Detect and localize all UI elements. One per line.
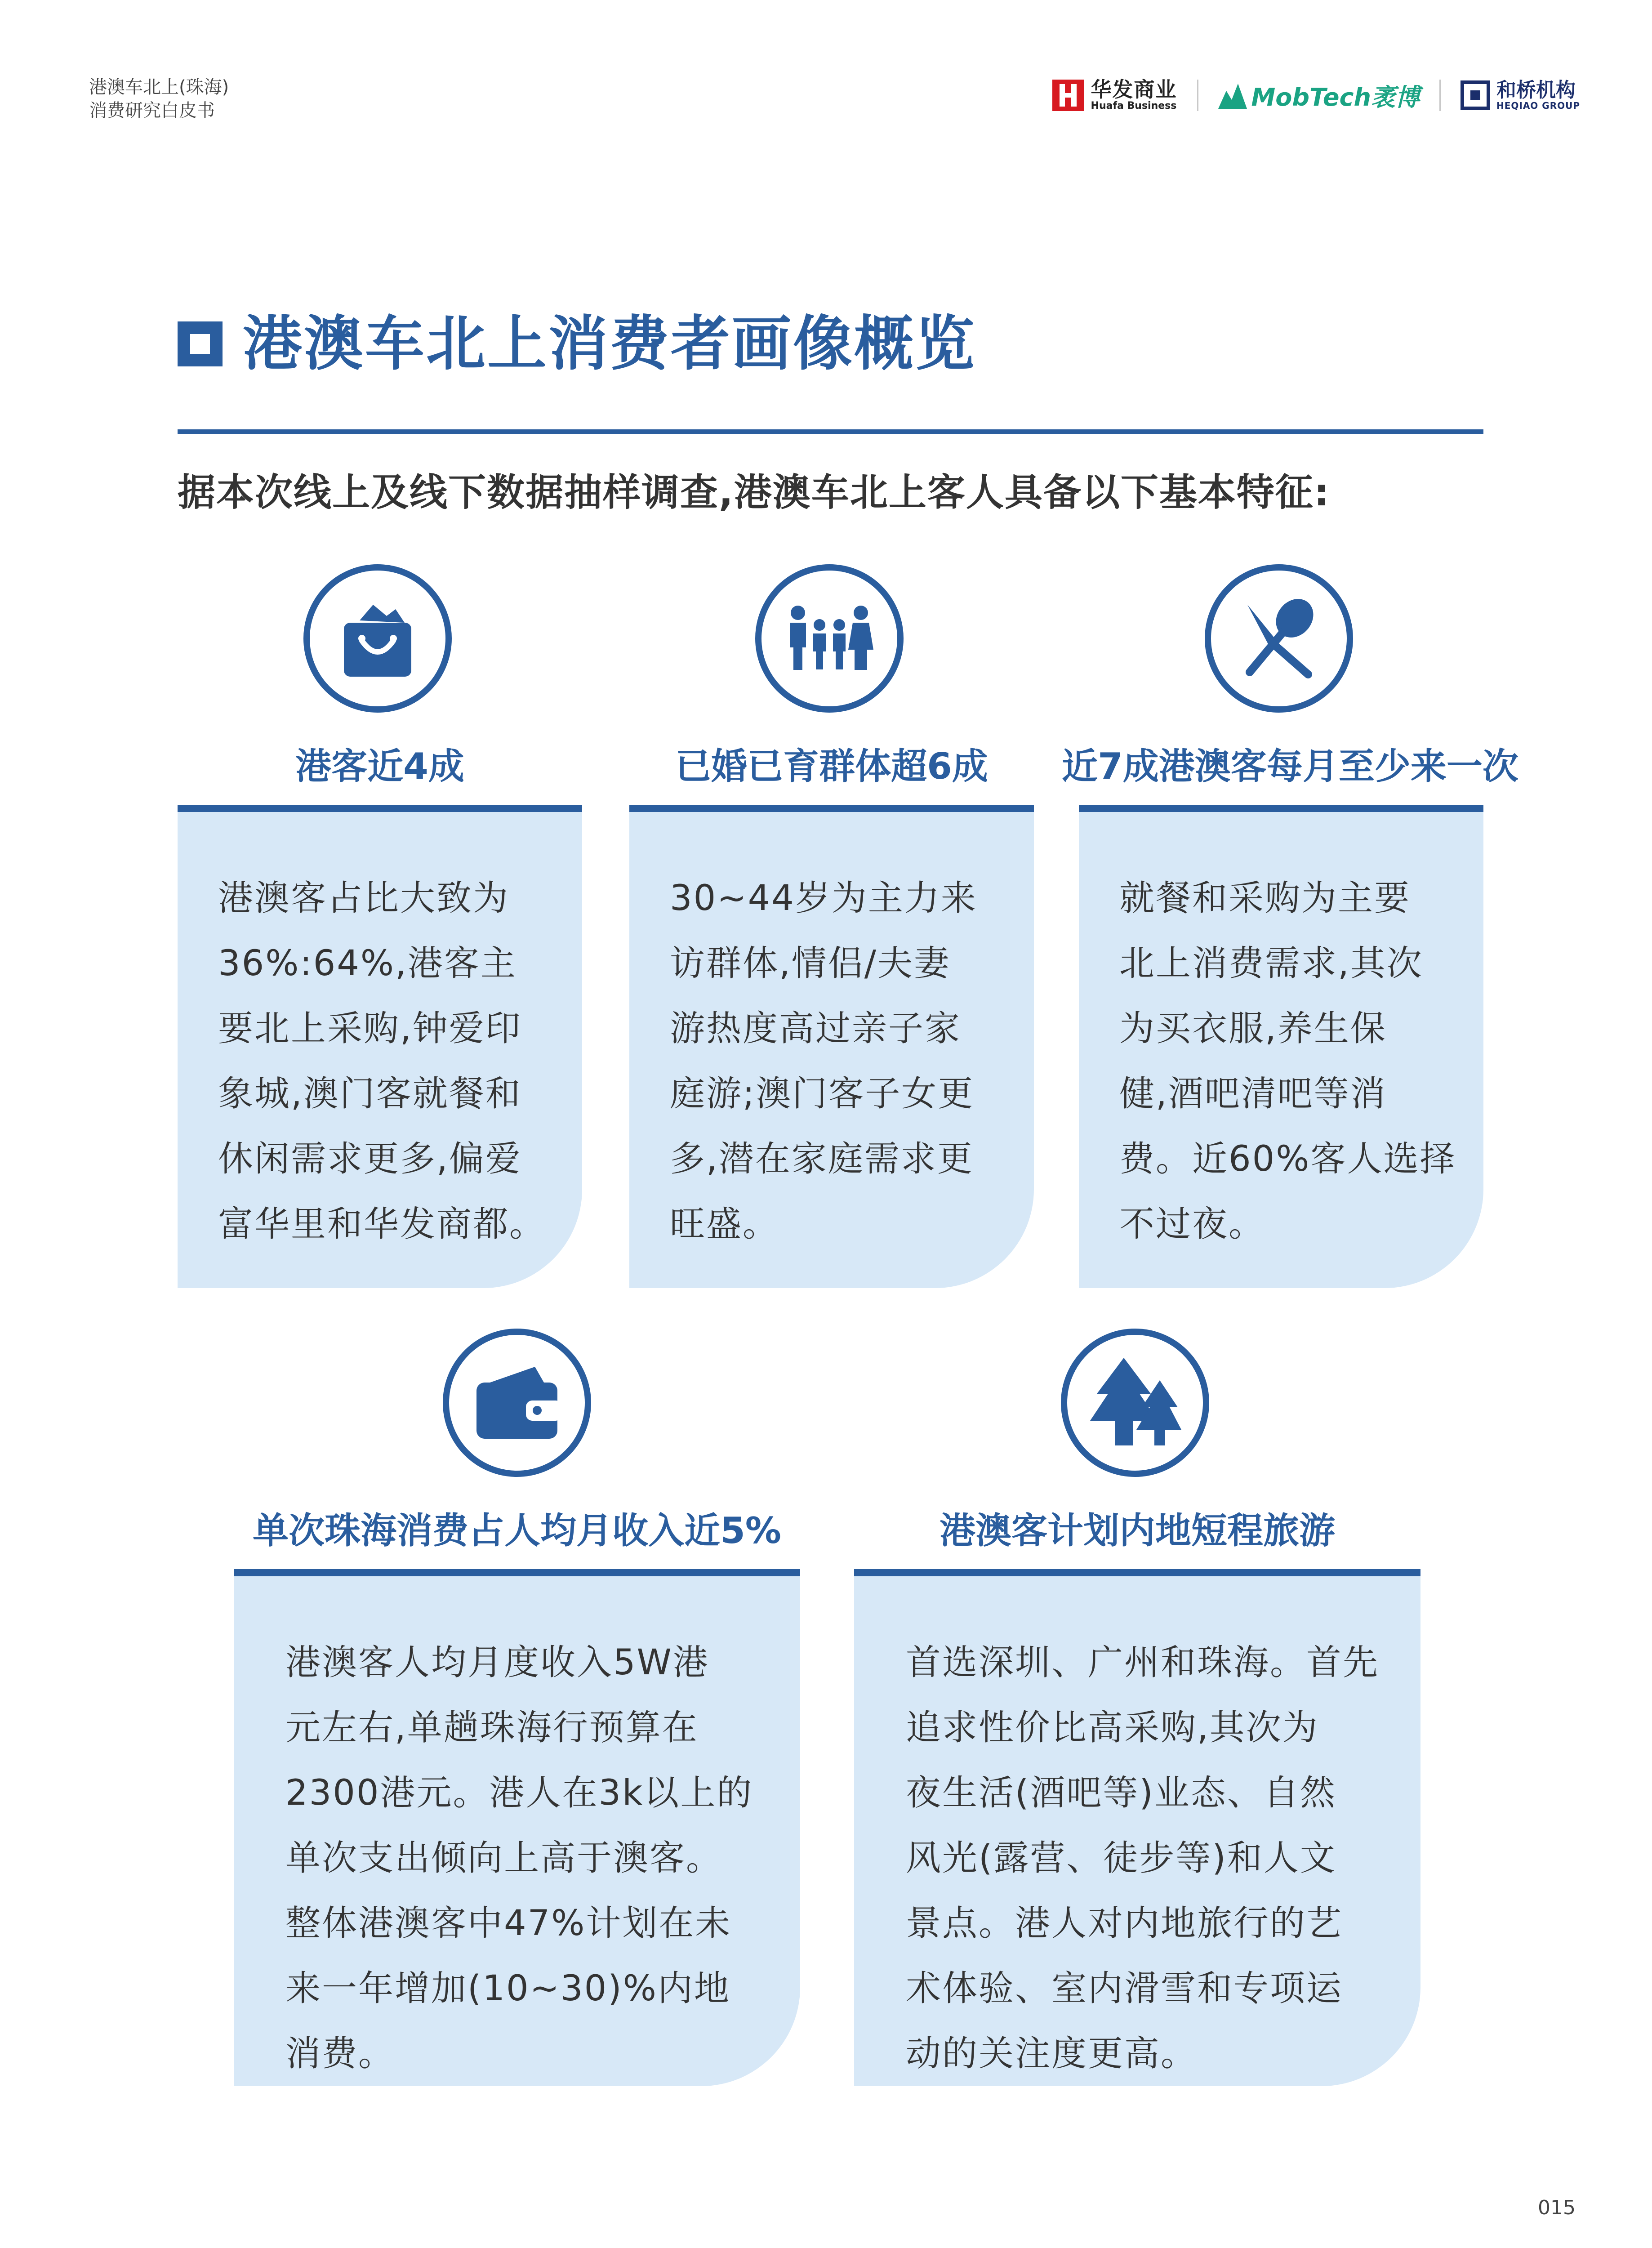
utensils-icon	[1205, 564, 1353, 713]
card-title: 单次珠海消费占人均月收入近5%	[253, 1510, 781, 1552]
logo-divider	[1197, 80, 1198, 111]
card-body	[285, 1630, 753, 2087]
card-body	[670, 866, 977, 1257]
feature-card	[629, 805, 1034, 1288]
card-line: 动的关注度更高。	[906, 2034, 1198, 2074]
card-title: 近7成港澳客每月至少来一次	[1062, 745, 1518, 787]
document-header	[89, 76, 229, 122]
card-line: 游热度高过亲子家	[670, 1008, 962, 1049]
card-line: 港澳客人均月度收入5W港	[285, 1642, 709, 1683]
card-line: 来一年增加(10~30)%内地	[285, 1968, 730, 2009]
huafa-mark-icon	[1052, 80, 1084, 111]
huafa-name-en: Huafa Business	[1091, 100, 1177, 112]
feature-card	[1079, 805, 1483, 1288]
card-line: 风光(露营、徒步等)和人文	[906, 1838, 1336, 1878]
heqiao-name-cn: 和桥机构	[1496, 79, 1576, 102]
card-line: 就餐和采购为主要	[1119, 878, 1411, 919]
feature-card	[854, 1569, 1420, 2086]
card-line: 休闲需求更多,偏爱	[218, 1139, 522, 1179]
card-line: 富华里和华发商都。	[218, 1204, 546, 1244]
card-title: 已婚已育群体超6成	[675, 745, 988, 787]
card-line: 北上消费需求,其次	[1119, 943, 1423, 984]
card-line: 消费。	[285, 2034, 395, 2074]
card-line: 为买衣服,养生保	[1119, 1008, 1387, 1049]
title-divider	[178, 429, 1483, 434]
family-icon	[755, 564, 904, 713]
card-line: 不过夜。	[1119, 1204, 1265, 1244]
wallet-icon	[443, 1329, 591, 1477]
doc-title-line1: 港澳车北上(珠海)	[89, 77, 229, 98]
title-square-icon	[178, 321, 223, 366]
card-line: 旺盛。	[670, 1204, 779, 1244]
mobtech-logo	[1218, 78, 1420, 113]
card-line: 庭游;澳门客子女更	[670, 1074, 975, 1114]
card-body	[906, 1630, 1379, 2087]
card-line: 要北上采购,钟爱印	[218, 1008, 522, 1049]
partner-logos	[1052, 77, 1580, 113]
card-line: 港澳客占比大致为	[218, 878, 510, 919]
card-title: 港澳客计划内地短程旅游	[940, 1510, 1335, 1552]
card-line: 象城,澳门客就餐和	[218, 1074, 522, 1114]
card-line: 费。近60%客人选择	[1119, 1139, 1456, 1179]
card-line: 单次支出倾向上高于澳客。	[285, 1838, 723, 1878]
card-body	[1119, 866, 1456, 1257]
huafa-logo	[1052, 79, 1177, 112]
heqiao-logo	[1461, 80, 1580, 111]
heqiao-mark-icon	[1461, 80, 1490, 110]
heqiao-name-en: HEQIAO GROUP	[1496, 100, 1580, 111]
card-title: 港客近4成	[295, 745, 464, 787]
intro-text: 据本次线上及线下数据抽样调查,港澳车北上客人具备以下基本特征:	[178, 470, 1330, 514]
mobtech-mark-icon	[1218, 82, 1247, 109]
mobtech-name: MobTech袤博	[1251, 83, 1420, 112]
page-title: 港澳车北上消费者画像概览	[243, 309, 976, 379]
card-line: 首选深圳、广州和珠海。首先	[906, 1642, 1380, 1683]
card-line: 术体验、室内滑雪和专项运	[906, 1968, 1343, 2009]
card-line: 30~44岁为主力来	[670, 878, 977, 919]
card-line: 多,潜在家庭需求更	[670, 1139, 974, 1179]
shopping-bag-icon	[303, 564, 452, 713]
card-line: 夜生活(酒吧等)业态、自然	[906, 1773, 1336, 1813]
card-line: 追求性价比高采购,其次为	[906, 1708, 1319, 1748]
huafa-name-cn: 华发商业	[1091, 77, 1177, 102]
card-body	[218, 866, 546, 1257]
card-line: 元左右,单趟珠海行预算在	[285, 1708, 699, 1748]
card-line: 2300港元。港人在3k以上的	[285, 1773, 753, 1813]
trees-icon	[1061, 1329, 1209, 1477]
card-line: 访群体,情侣/夫妻	[670, 943, 951, 984]
card-line: 健,酒吧清吧等消	[1119, 1074, 1387, 1114]
card-line: 36%:64%,港客主	[218, 943, 517, 984]
page-number: 015	[1538, 2196, 1576, 2219]
feature-card	[178, 805, 582, 1288]
feature-card	[234, 1569, 800, 2086]
doc-title-line2: 消费研究白皮书	[89, 100, 215, 121]
card-line: 景点。港人对内地旅行的艺	[906, 1903, 1343, 1944]
card-line: 整体港澳客中47%计划在未	[285, 1903, 732, 1944]
logo-divider	[1439, 80, 1441, 111]
